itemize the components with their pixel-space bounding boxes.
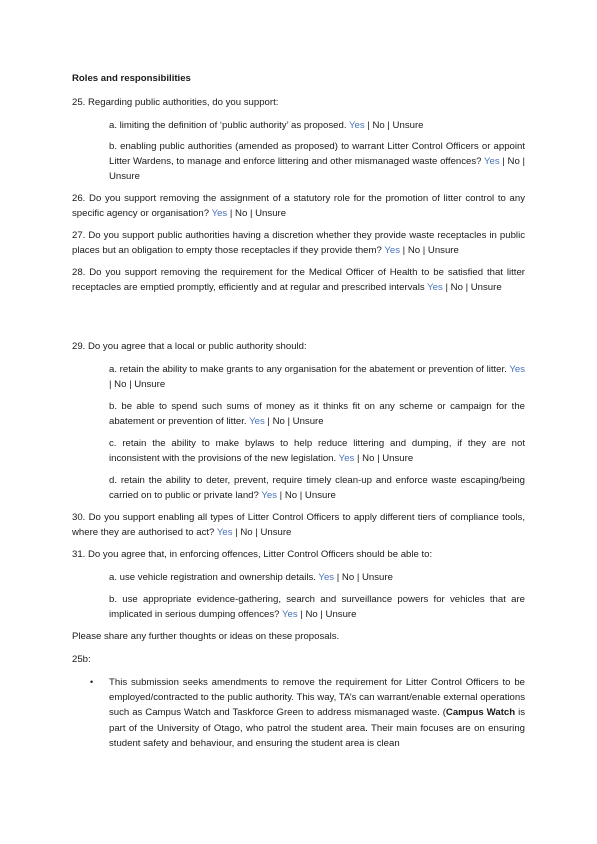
answer-options: | No | Unsure (364, 120, 424, 131)
q25b-text: b. enabling public authorities (amended as proposed) to warrant Litter Control Officers or appoint Litter Wardens, to manage and enforce littering and other mismanaged waste offences? (109, 141, 525, 168)
q30-text: 30. Do you support enabling all types of Litter Control Officers to apply different tiers of compliance tools, where they are authorised to act? (72, 512, 525, 539)
answer-options: | No | Unsure (232, 527, 292, 539)
answer-yes: Yes (216, 527, 233, 539)
question-27 (72, 228, 525, 258)
q29d-text: d. retain the ability to deter, prevent, require timely clean-up and enforce waste escaping/being carried on to public or private land? (109, 475, 525, 502)
answer-yes: Yes (509, 364, 525, 375)
answer-yes: Yes (211, 208, 228, 220)
question-30 (72, 510, 525, 540)
q25a-text: a. limiting the definition of ‘public authority’ as proposed. (109, 120, 349, 131)
answer-options: | No | Unsure (277, 490, 336, 502)
question-31a (109, 570, 525, 585)
bullet-marker: • (90, 677, 94, 687)
bullet-paragraph (109, 675, 525, 751)
question-25b (109, 139, 525, 185)
q26-text: 26. Do you support removing the assignment of a statutory role for the promotion of litter control to any specific agency or organisation? (72, 193, 525, 220)
answer-options: | No | Unsure (227, 208, 287, 220)
answer-yes: Yes (484, 156, 500, 168)
question-29b (109, 399, 525, 429)
question-29a (109, 362, 525, 392)
q29b-text: b. be able to spend such sums of money as it thinks fit on any scheme or campaign for the abatement or prevention of litter. (109, 401, 525, 428)
bullet-text-end: is part of the University of Otago, who patrol the student area. Their main focuses are on ensuring student safety and behaviour, and ensuring the student area is clean (109, 707, 525, 749)
q28-text: 28. Do you support removing the requirement for the Medical Officer of Health to be satisfied that litter receptacles are emptied promptly, efficiently and at regular and prescribed intervals (72, 267, 525, 294)
question-31: 31. Do you agree that, in enforcing offences, Litter Control Officers should be able to: (72, 549, 433, 560)
answer-options: | No | Unsure (109, 156, 526, 183)
q29a-text: a. retain the ability to make grants to any organisation for the abatement or prevention of litter. (109, 364, 510, 375)
answer-options: | No | Unsure (442, 282, 502, 294)
question-31b (109, 592, 525, 622)
answer-yes: Yes (281, 609, 298, 621)
answer-options: | No | Unsure (297, 609, 357, 621)
section-heading: Roles and responsibilities (72, 73, 191, 84)
bullet-text-start: This submission seeks amendments to remove the requirement for Litter Control Officers to be employed/contracted to the public authority. This way, TA’s can warrant/enable external operations such as Campus Watch and Taskforce Green to address mismanaged waste. ( (109, 677, 525, 719)
answer-yes: Yes (249, 416, 265, 428)
answer-options: | No | Unsure (109, 379, 166, 391)
campus-watch-bold: Campus Watch (445, 707, 516, 719)
answer-yes: Yes (384, 245, 400, 257)
question-28 (72, 265, 525, 295)
answer-yes: Yes (338, 453, 355, 465)
question-25: 25. Regarding public authorities, do you support: (72, 97, 279, 108)
answer-yes: Yes (318, 572, 335, 583)
further-thoughts-prompt: Please share any further thoughts or ideas on these proposals. (72, 631, 340, 642)
q31a-text: a. use vehicle registration and ownership details. (109, 572, 319, 583)
answer-yes: Yes (261, 490, 278, 502)
q29c-text: c. retain the ability to make bylaws to help reduce littering and dumping, if they are not inconsistent with the provisions of the new legislation. (109, 438, 525, 465)
question-25a (109, 118, 525, 133)
answer-options: | No | Unsure (334, 572, 393, 583)
label-25b: 25b: (72, 654, 91, 665)
answer-yes: Yes (427, 282, 443, 294)
question-29d (109, 473, 525, 503)
question-29: 29. Do you agree that a local or public authority should: (72, 341, 307, 352)
answer-yes: Yes (348, 120, 365, 131)
answer-options: | No | Unsure (354, 453, 414, 465)
question-26 (72, 191, 525, 221)
q27-text: 27. Do you support public authorities having a discretion whether they provide waste receptacles in public places but an obligation to empty those receptacles if they provide them? (72, 230, 525, 257)
question-29c (109, 436, 525, 466)
q31b-text: b. use appropriate evidence-gathering, search and surveillance powers for vehicles that are implicated in serious dumping offences? (109, 594, 525, 621)
answer-options: | No | Unsure (264, 416, 324, 428)
answer-options: | No | Unsure (400, 245, 459, 257)
